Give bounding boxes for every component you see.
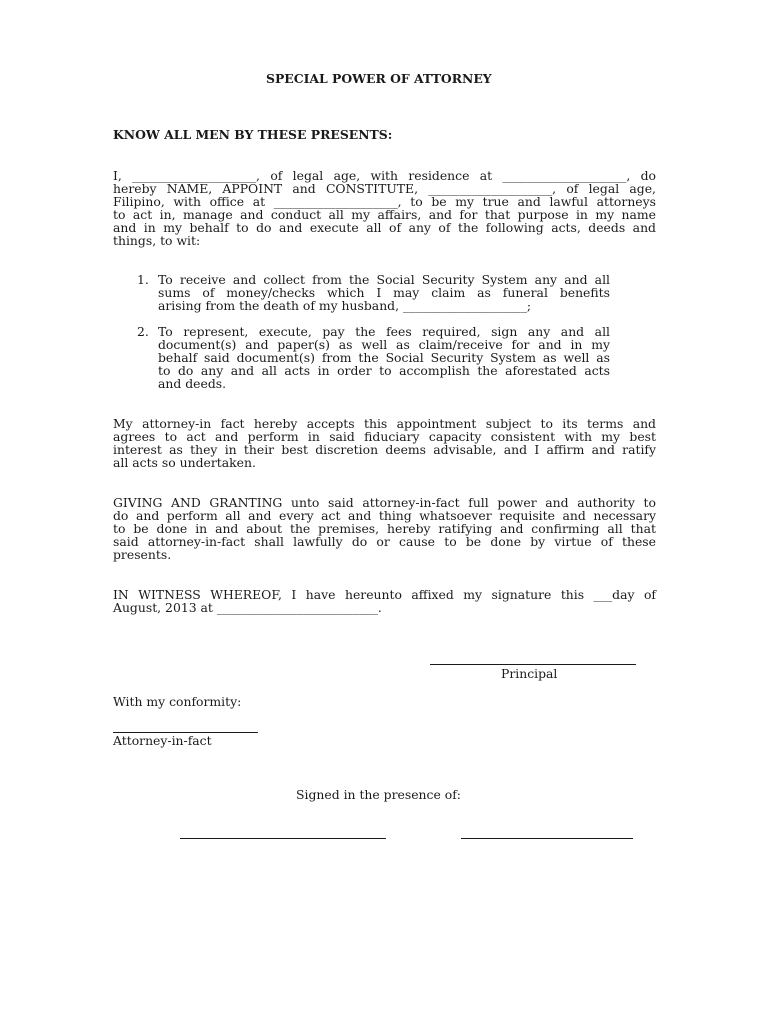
- witness-line: IN WITNESS WHEREOF, I have hereunto affixed my signature this ___day of: [113, 587, 656, 602]
- attorney-label: Attorney-in-fact: [113, 733, 212, 748]
- intro-line: to act in, manage and conduct all my affairs, and for that purpose in my name: [113, 207, 656, 222]
- list-item-number: 1.: [137, 272, 149, 287]
- acceptance-line: agrees to act and perform in said fiduciary capacity consistent with my best: [113, 429, 656, 444]
- principal-label: Principal: [501, 666, 558, 681]
- list-item-line: behalf said document(s) from the Social Security System as well as: [158, 350, 610, 365]
- granting-line: said attorney-in-fact shall lawfully do or cause to be done by virtue of these: [113, 534, 656, 549]
- list-item-line: To receive and collect from the Social Security System any and all: [158, 272, 610, 287]
- acceptance-line: interest as they in their best discretion deems advisable, and I affirm and ratify: [113, 442, 656, 457]
- list-item-line: arising from the death of my husband, ____________________;: [158, 298, 532, 313]
- list-item-line: to do any and all acts in order to accomplish the aforestated acts: [158, 363, 610, 378]
- list-item-number: 2.: [137, 324, 149, 339]
- granting-line: do and perform all and every act and thing whatsoever requisite and necessary: [113, 508, 656, 523]
- witness-signature-line: [180, 838, 386, 839]
- acceptance-line: My attorney-in fact hereby accepts this appointment subject to its terms and: [113, 416, 656, 431]
- presence-label: Signed in the presence of:: [296, 787, 461, 802]
- conformity-label: With my conformity:: [113, 694, 242, 709]
- principal-signature-line: [430, 664, 636, 665]
- intro-line: I, ____________________, of legal age, with residence at ____________________, do: [113, 168, 656, 183]
- intro-line: and in my behalf to do and execute all of any of the following acts, deeds and: [113, 220, 656, 235]
- list-item-line: document(s) and paper(s) as well as claim/receive for and in my: [158, 337, 610, 352]
- document-title: SPECIAL POWER OF ATTORNEY: [266, 71, 492, 86]
- witness-line: August, 2013 at __________________________.: [113, 600, 382, 615]
- list-item-line: and deeds.: [158, 376, 227, 391]
- granting-line: GIVING AND GRANTING unto said attorney-in-fact full power and authority to: [113, 495, 656, 510]
- list-item-line: sums of money/checks which I may claim as funeral benefits: [158, 285, 610, 300]
- intro-line: Filipino, with office at ____________________, to be my true and lawful attorneys: [113, 194, 656, 209]
- witness-signature-line: [461, 838, 633, 839]
- granting-line: to be done in and about the premises, hereby ratifying and confirming all that: [113, 521, 656, 536]
- list-item-line: To represent, execute, pay the fees required, sign any and all: [158, 324, 610, 339]
- salutation: KNOW ALL MEN BY THESE PRESENTS:: [113, 127, 393, 142]
- intro-line: hereby NAME, APPOINT and CONSTITUTE, ____________________, of legal age,: [113, 181, 656, 196]
- intro-line: things, to wit:: [113, 233, 201, 248]
- acceptance-line: all acts so undertaken.: [113, 455, 256, 470]
- granting-line: presents.: [113, 547, 172, 562]
